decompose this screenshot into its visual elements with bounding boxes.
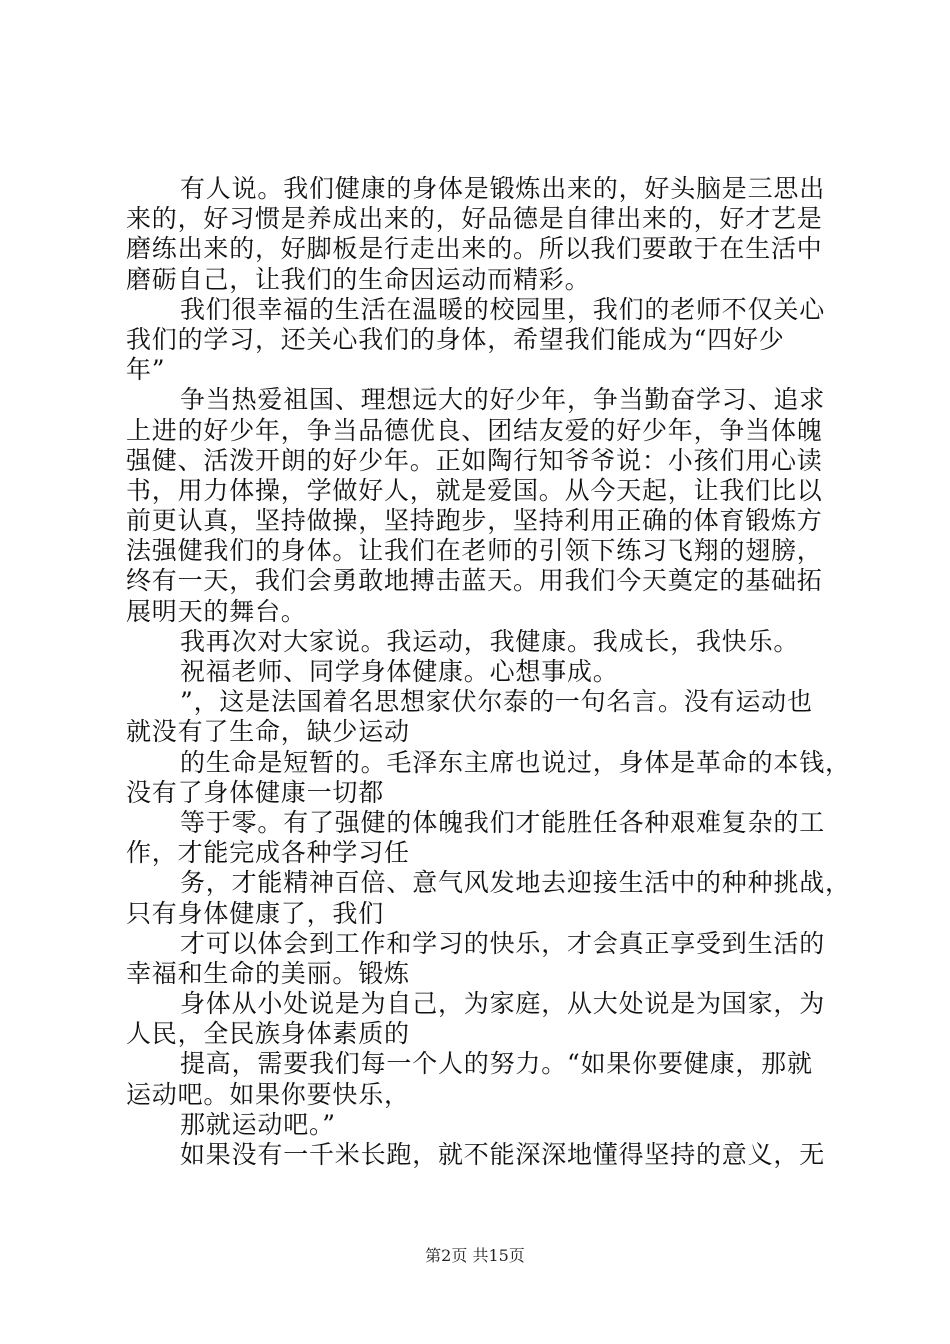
text-line: 提高，需要我们每一个人的努力。“如果你要健康，那就 bbox=[180, 1049, 813, 1079]
text-line: 人民，全民族身体素质的 bbox=[126, 1019, 410, 1049]
text-line: 那就运动吧。” bbox=[180, 1109, 336, 1139]
text-line: 有人说。我们健康的身体是锻炼出来的，好头脑是三思出 bbox=[180, 174, 826, 203]
text-line: 争当热爱祖国、理想远大的好少年，争当勤奋学习、追求 bbox=[180, 385, 826, 415]
text-line: 幸福和生命的美丽。锻炼 bbox=[126, 958, 410, 988]
text-line: 上进的好少年，争当品德优良、团结友爱的好少年，争当体魄 bbox=[126, 415, 823, 445]
text-line: 年” bbox=[126, 355, 166, 385]
text-line: 如果没有一千米长跑，就不能深深地懂得坚持的意义，无 bbox=[180, 1140, 826, 1169]
text-line: 身体从小处说是为自己，为家庭，从大处说是为国家，为 bbox=[180, 989, 826, 1019]
text-line: 磨练出来的，好脚板是行走出来的。所以我们要敢于在生活中 bbox=[126, 234, 823, 264]
text-line: 我们的学习，还关心我们的身体，希望我们能成为“四好少 bbox=[126, 324, 785, 354]
text-line: 书，用力体操，学做好人，就是爱国。从今天起，让我们比以 bbox=[126, 475, 823, 505]
text-line: 才可以体会到工作和学习的快乐，才会真正享受到生活的 bbox=[180, 928, 826, 958]
text-line: 终有一天，我们会勇敢地搏击蓝天。用我们今天奠定的基础拓 bbox=[126, 566, 823, 596]
page-footer: 第2页 共15页 bbox=[425, 1246, 525, 1265]
text-line: 磨砺自己，让我们的生命因运动而精彩。 bbox=[126, 264, 591, 294]
text-line: 我们很幸福的生活在温暖的校园里，我们的老师不仅关心 bbox=[180, 294, 826, 324]
text-line: 强健、活泼开朗的好少年。正如陶行知爷爷说：小孩们用心读 bbox=[126, 445, 823, 475]
text-line: 没有了身体健康一切都 bbox=[126, 777, 385, 807]
text-line: 只有身体健康了，我们 bbox=[126, 898, 385, 928]
text-line: 的生命是短暂的。毛泽东主席也说过，身体是革命的本钱， bbox=[180, 747, 851, 777]
text-line: 来的，好习惯是养成出来的，好品德是自律出来的，好才艺是 bbox=[126, 204, 823, 234]
text-line: 等于零。有了强健的体魄我们才能胜任各种艰难复杂的工 bbox=[180, 807, 826, 837]
text-line: 务，才能精神百倍、意气风发地去迎接生活中的种种挑战， bbox=[180, 868, 851, 898]
text-line: ”，这是法国着名思想家伏尔泰的一句名言。没有运动也 bbox=[180, 687, 813, 717]
body-text bbox=[126, 174, 851, 1170]
text-line: 祝福老师、同学身体健康。心想事成。 bbox=[180, 657, 619, 686]
text-line: 运动吧。如果你要快乐， bbox=[126, 1079, 410, 1109]
text-line: 法强健我们的身体。让我们在老师的引领下练习飞翔的翅膀， bbox=[126, 536, 823, 566]
text-line: 我再次对大家说。我运动，我健康。我成长，我快乐。 bbox=[180, 626, 800, 656]
text-line: 就没有了生命，缺少运动 bbox=[126, 717, 410, 747]
text-line: 前更认真，坚持做操，坚持跑步，坚持利用正确的体育锻炼方 bbox=[126, 506, 823, 536]
text-line: 作，才能完成各种学习任 bbox=[126, 838, 410, 868]
text-line: 展明天的舞台。 bbox=[126, 596, 307, 626]
